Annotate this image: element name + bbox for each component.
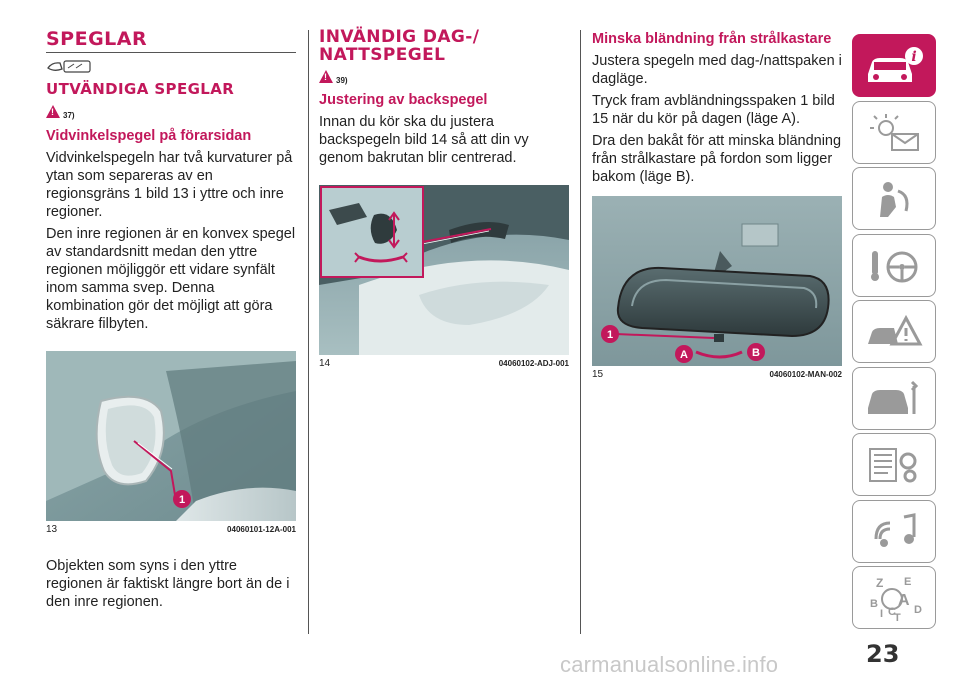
- section-title-interior-mirror: INVÄNDIG DAG-/ NATTSPEGEL: [319, 27, 480, 65]
- svg-text:Z: Z: [876, 575, 884, 590]
- figure-number: 13: [46, 523, 58, 535]
- svg-text:A: A: [898, 591, 910, 609]
- figure-caption: [592, 368, 842, 380]
- paragraph: Den inre regionen är en konvex spegel av standardsnitt medan den yttre regionen möjliggör ett vidare synfält inom samma svep. Denna kombination gör det möjligt att göra säkrare filbyten.: [46, 226, 296, 332]
- tab-multimedia[interactable]: [852, 500, 936, 563]
- column-reduce-glare: [592, 28, 842, 380]
- svg-text:i: i: [911, 48, 917, 65]
- starting-driving-icon: [862, 243, 926, 287]
- car-info-icon: [862, 44, 926, 88]
- maintenance-icon: [862, 376, 926, 420]
- multimedia-icon: [862, 509, 926, 553]
- figure-code: 04060102-MAN-002: [769, 369, 842, 379]
- title-rule: [46, 52, 296, 53]
- warning-triangle-icon: [319, 70, 333, 83]
- callout-1: 1: [178, 494, 186, 506]
- mirror-symbol-icon: [46, 59, 296, 75]
- paragraph: Dra den bakåt för att minska bländning från strålkastare på fordon som ligger bakom (läge B).: [592, 133, 842, 185]
- heading-reduce-glare: Minska bländning från strålkastare: [592, 31, 832, 47]
- column-divider: [308, 30, 309, 634]
- emergency-icon: [862, 310, 926, 354]
- warning-reference[interactable]: [46, 103, 296, 121]
- paragraph: Tryck fram avbländningsspaken 1 bild 15 när du kör på dagen (läge A).: [592, 93, 835, 127]
- tab-starting-driving[interactable]: [852, 234, 936, 297]
- paragraph: Objekten som syns i den yttre regionen är faktiskt längre bort än de i den inre regionen.: [46, 558, 290, 610]
- tab-car-info[interactable]: [852, 34, 936, 97]
- column-divider: [580, 30, 581, 634]
- paragraph: Innan du kör ska du justera backspegeln bild 14 så att din vy genom bakrutan blir centrerad.: [319, 114, 529, 166]
- tab-safety[interactable]: [852, 167, 936, 230]
- figure-15: [592, 196, 842, 366]
- heading-wide-angle-mirror: Vidvinkelspegel på förarsidan: [46, 128, 252, 144]
- paragraph: Justera spegeln med dag-/nattspaken i dagläge.: [592, 53, 842, 87]
- tab-index[interactable]: [852, 566, 936, 629]
- figure-number: 15: [592, 368, 604, 380]
- svg-text:E: E: [904, 575, 912, 588]
- safety-icon: [862, 177, 926, 221]
- warning-triangle-icon: [46, 105, 60, 118]
- figure-caption: [319, 357, 569, 369]
- interior-mirror-adjust-image: [319, 185, 569, 355]
- tab-maintenance[interactable]: [852, 367, 936, 430]
- page-number: 23: [866, 640, 900, 668]
- figure-number: 14: [319, 357, 331, 369]
- svg-text:I: I: [880, 607, 884, 620]
- callout-b: B: [752, 347, 760, 359]
- callout-a: A: [680, 349, 688, 361]
- warning-reference[interactable]: [319, 68, 569, 86]
- svg-text:C: C: [888, 605, 896, 618]
- section-title: SPEGLAR: [46, 28, 148, 50]
- warning-lights-icon: [862, 110, 926, 154]
- figure-14: [319, 185, 569, 355]
- column-interior-mirror: [319, 28, 569, 369]
- paragraph: Vidvinkelspegeln har två kurvaturer på ytan som separeras av en regionsgräns 1 bild 13 i yttre och inre regioner.: [46, 150, 293, 220]
- figure-code: 04060102-ADJ-001: [498, 358, 569, 368]
- tab-warning-lights[interactable]: [852, 101, 936, 164]
- day-night-mirror-image: [592, 196, 842, 366]
- heading-adjust-mirror: Justering av backspegel: [319, 92, 488, 108]
- watermark: carmanualsonline.info: [560, 652, 779, 677]
- figure-caption: [46, 523, 296, 535]
- column-exterior-mirrors: [46, 28, 296, 611]
- subsection-title: UTVÄNDIGA SPEGLAR: [46, 80, 235, 98]
- figure-13: [46, 351, 296, 521]
- figure-code: 04060101-12A-001: [227, 524, 296, 534]
- chapter-nav-sidebar: [852, 34, 936, 633]
- svg-text:T: T: [894, 611, 901, 623]
- technical-data-icon: [862, 443, 926, 487]
- warning-ref-number: 37): [63, 111, 75, 120]
- svg-text:B: B: [870, 597, 878, 610]
- tab-emergency[interactable]: [852, 300, 936, 363]
- tab-technical-data[interactable]: [852, 433, 936, 496]
- svg-text:D: D: [914, 603, 922, 616]
- side-mirror-image: [46, 351, 296, 521]
- callout-1: 1: [606, 329, 614, 341]
- warning-ref-number: 39): [336, 76, 348, 85]
- index-icon: [862, 573, 926, 623]
